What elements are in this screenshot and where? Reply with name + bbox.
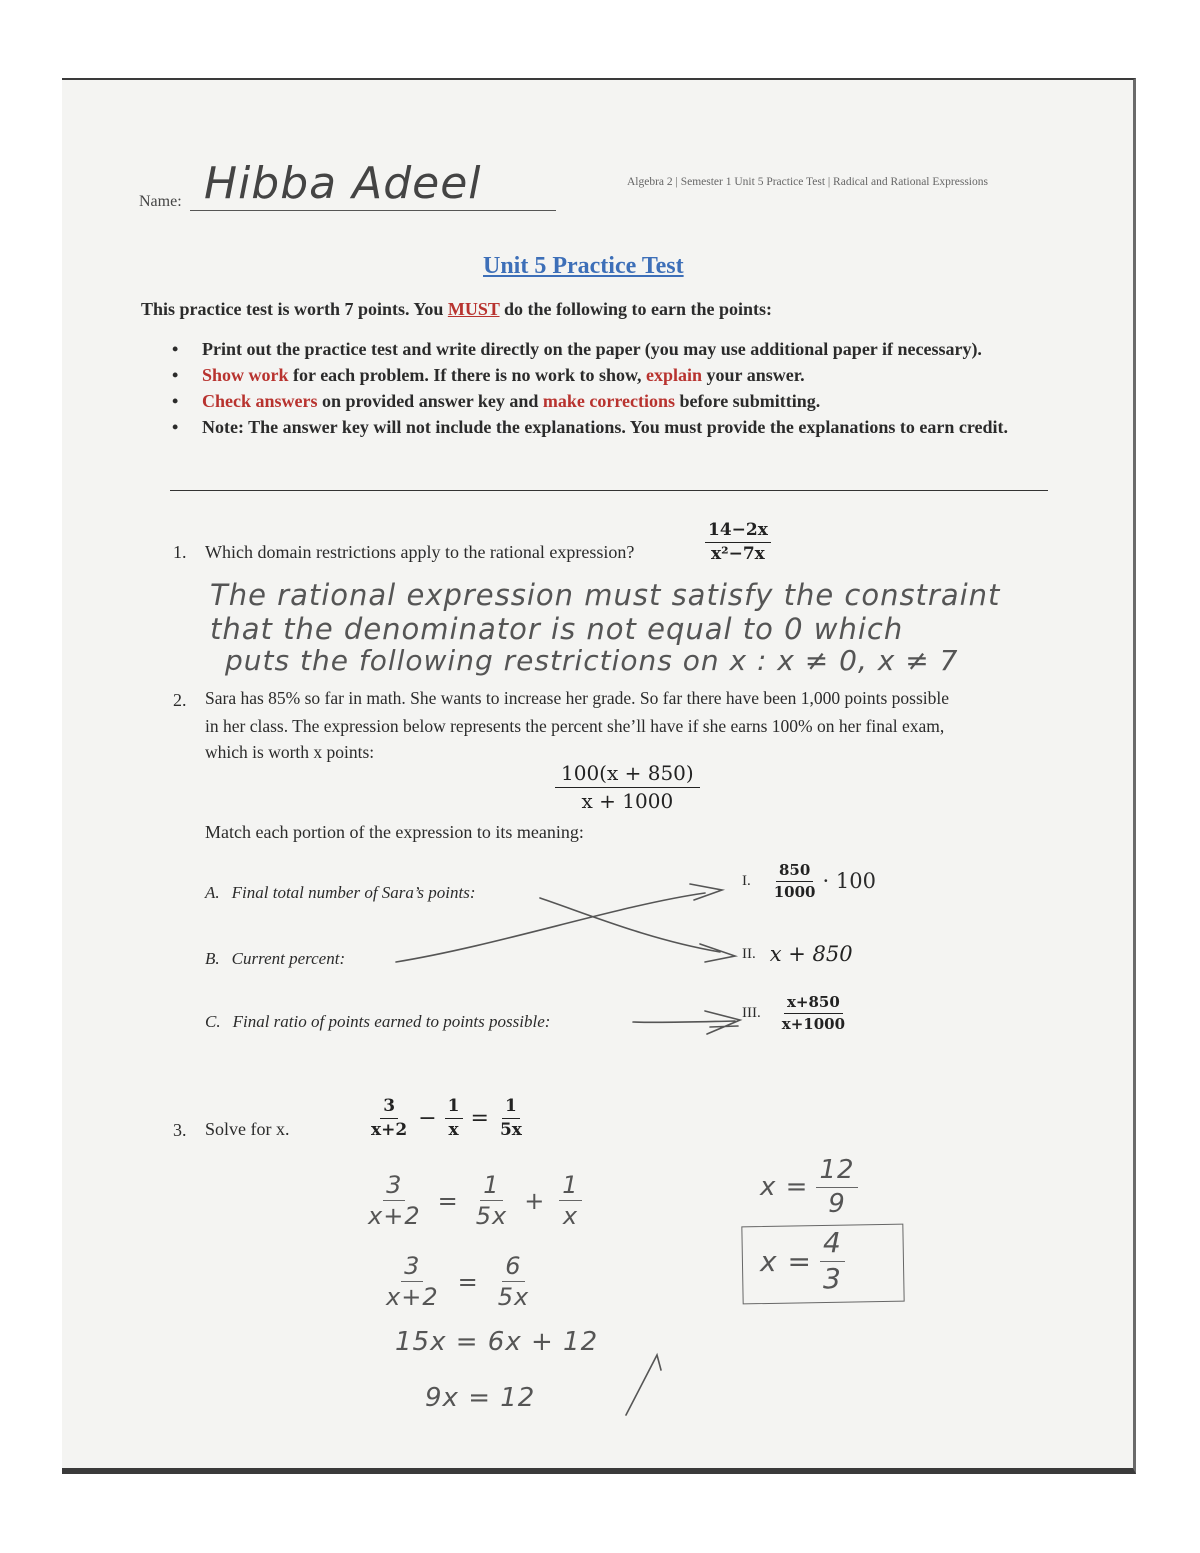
section-divider xyxy=(170,490,1048,491)
q2-text-line-2: in her class. The expression below represents the percent she’ll have if she earns 100% on her final exam, xyxy=(205,716,945,736)
q3-work-line-4: 9x = 12 xyxy=(425,1383,536,1413)
w1-num: 3 xyxy=(383,1172,405,1201)
rule-2-show-work: Show work xyxy=(202,365,289,385)
q3-work-line-2 xyxy=(383,1253,532,1311)
match-item-b xyxy=(205,949,345,969)
option-iii-roman: III. xyxy=(742,1004,761,1021)
match-item-c xyxy=(205,1012,550,1032)
intro-part1: This practice test is worth 7 points. You xyxy=(141,299,448,319)
option-i-denominator: 1000 xyxy=(773,882,816,901)
name-label: Name: xyxy=(139,193,182,210)
rule-item xyxy=(170,414,1050,440)
w1-rhs-b-den: x xyxy=(562,1202,579,1231)
option-i-numerator: 850 xyxy=(776,862,813,882)
match-option-ii xyxy=(742,942,853,966)
q2-expr-numerator: 100(x + 850) xyxy=(555,762,700,788)
q3-work-line-3: 15x = 6x + 12 xyxy=(395,1327,599,1357)
match-c-text: Final ratio of points earned to points possible: xyxy=(232,1012,551,1031)
rule-3-text-b: on provided answer key and xyxy=(317,391,543,411)
q3-text: Solve for x. xyxy=(205,1119,290,1139)
side-a-den: 9 xyxy=(828,1188,846,1219)
side-b-num: 4 xyxy=(820,1228,845,1262)
w1-rhs-a-num: 1 xyxy=(480,1172,502,1201)
q3-side-unsimplified xyxy=(760,1156,858,1218)
match-c-letter: C. xyxy=(205,1012,221,1031)
w1-den: x+2 xyxy=(368,1202,421,1231)
option-iii-denominator: x+1000 xyxy=(781,1014,846,1033)
intro-must: MUST xyxy=(447,299,500,319)
q3-c-num: 1 xyxy=(502,1097,520,1119)
w1-eq: = xyxy=(437,1186,459,1215)
rule-3-check-answers: Check answers xyxy=(202,391,318,411)
option-iii-numerator: x+850 xyxy=(784,994,843,1014)
q3-equals: = xyxy=(470,1105,489,1131)
q2-expression xyxy=(555,762,700,812)
q3-work-line-1 xyxy=(365,1172,582,1230)
q1-answer-line-3: puts the following restrictions on x : x ≠ 0, x ≠ 7 xyxy=(225,644,959,677)
q3-number: 3. xyxy=(173,1120,187,1140)
rule-item xyxy=(170,388,1050,414)
q3-c-den: 5x xyxy=(499,1119,522,1140)
student-name-handwritten: Hibba Adeel xyxy=(204,158,482,209)
match-option-iii xyxy=(742,994,848,1032)
side-a-num: 12 xyxy=(816,1156,857,1188)
w1-plus: + xyxy=(524,1186,546,1215)
match-a-text: Final total number of Sara’s points: xyxy=(231,883,476,902)
q1-expression xyxy=(705,521,771,563)
side-x-eq-2: x = xyxy=(760,1244,812,1278)
intro-line xyxy=(141,299,772,320)
option-ii-expr: x + 850 xyxy=(769,942,853,966)
w1-rhs-a-den: 5x xyxy=(475,1202,508,1231)
rule-3-text-d: before submitting. xyxy=(675,391,821,411)
intro-part2: do the following to earn the points: xyxy=(499,299,773,319)
rule-2-text-d: your answer. xyxy=(702,365,805,385)
q3-minus: − xyxy=(418,1105,437,1131)
option-ii-roman: II. xyxy=(742,945,756,962)
q1-answer-line-2: that the denominator is not equal to 0 which xyxy=(210,612,904,646)
rule-2-explain: explain xyxy=(646,365,703,385)
match-a-letter: A. xyxy=(205,883,220,902)
w1-rhs-b-num: 1 xyxy=(559,1172,581,1201)
match-b-letter: B. xyxy=(205,949,220,968)
w2-eq: = xyxy=(457,1267,479,1296)
w2-den: x+2 xyxy=(386,1283,439,1312)
q1-numerator: 14−2x xyxy=(705,521,771,543)
rules-list xyxy=(170,336,1050,440)
rule-4-text: Note: The answer key will not include the explanations. You must provide the explanations to earn credit. xyxy=(202,417,1009,437)
match-b-text: Current percent: xyxy=(231,949,346,968)
rule-2-text-b: for each problem. If there is no work to show, xyxy=(288,365,647,385)
course-line: Algebra 2 | Semester 1 Unit 5 Practice Test | Radical and Rational Expressions xyxy=(627,176,988,188)
w2-rhs-den: 5x xyxy=(497,1283,530,1312)
q1-denominator: x²−7x xyxy=(711,543,765,564)
rule-3-make-corrections: make corrections xyxy=(542,391,676,411)
side-x-eq-1: x = xyxy=(760,1172,809,1203)
q2-text-line-1: Sara has 85% so far in math. She wants to increase her grade. So far there have been 1,000 points possible xyxy=(205,688,950,708)
w2-num: 3 xyxy=(401,1253,423,1282)
q3-b-num: 1 xyxy=(445,1097,463,1119)
q1-number: 1. xyxy=(173,542,187,562)
name-underline xyxy=(190,210,556,211)
q1-text: Which domain restrictions apply to the rational expression? xyxy=(205,542,635,562)
rule-item xyxy=(170,362,1050,388)
q1-answer-line-1: The rational expression must satisfy the constraint xyxy=(210,578,1001,612)
rule-1-text: Print out the practice test and write directly on the paper (you may use additional paper if necessary). xyxy=(202,339,982,359)
match-item-a xyxy=(205,883,475,903)
q2-text-line-3: which is worth x points: xyxy=(205,742,375,762)
option-i-roman: I. xyxy=(742,872,751,889)
w2-rhs-num: 6 xyxy=(502,1253,524,1282)
q3-b-den: x xyxy=(448,1119,459,1140)
option-i-tail: · 100 xyxy=(822,869,876,893)
q2-expr-denominator: x + 1000 xyxy=(581,789,674,813)
q3-a-num: 3 xyxy=(380,1097,398,1119)
q2-number: 2. xyxy=(173,690,187,710)
match-option-i xyxy=(742,862,876,900)
side-b-den: 3 xyxy=(822,1261,842,1295)
rule-item xyxy=(170,336,1050,362)
q3-a-den: x+2 xyxy=(371,1119,408,1140)
page-title: Unit 5 Practice Test xyxy=(483,253,684,279)
q2-match-prompt: Match each portion of the expression to its meaning: xyxy=(205,822,584,842)
q3-equation xyxy=(368,1097,525,1139)
q3-final-answer xyxy=(760,1228,845,1295)
